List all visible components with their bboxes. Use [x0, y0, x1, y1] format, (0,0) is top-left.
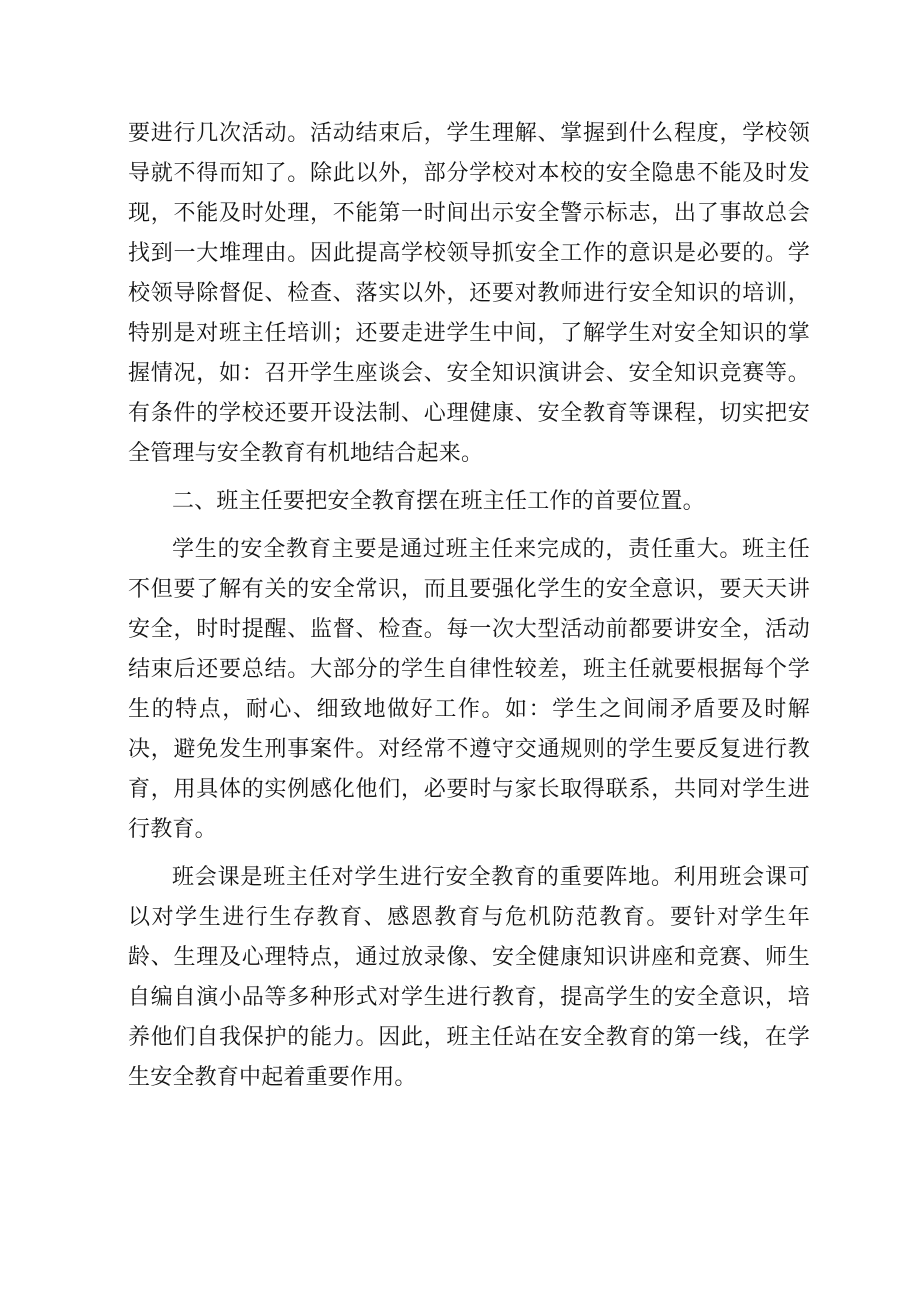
paragraph-class-meeting: 班会课是班主任对学生进行安全教育的重要阵地。利用班会课可以对学生进行生存教育、感恩教育与危机防范教育。要针对学生年龄、生理及心理特点，通过放录像、安全健康知识讲座和竞赛、师生自编自演小品等多种形式对学生进行教育，提高学生的安全意识，培养他们自我保护的能力。因此，班主任站在安全教育的第一线，在学生安全教育中起着重要作用。	[128, 865, 810, 1090]
paragraph-class-teacher-duty: 学生的安全教育主要是通过班主任来完成的，责任重大。班主任不但要了解有关的安全常识，而且要强化学生的安全意识，要天天讲安全，时时提醒、监督、检查。每一次大型活动前都要讲安全，活动结束后还要总结。大部分的学生自律性较差，班主任就要根据每个学生的特点，耐心、细致地做好工作。如：学生之间闹矛盾要及时解决，避免发生刑事案件。对经常不遵守交通规则的学生要反复进行教育，用具体的实例感化他们，必要时与家长取得联系，共同对学生进行教育。	[128, 537, 810, 842]
paragraph-continuation: 要进行几次活动。活动结束后，学生理解、掌握到什么程度，学校领导就不得而知了。除此以外，部分学校对本校的安全隐患不能及时发现，不能及时处理，不能第一时间出示安全警示标志，出了事故总会找到一大堆理由。因此提高学校领导抓安全工作的意识是必要的。学校领导除督促、检查、落实以外，还要对教师进行安全知识的培训，特别是对班主任培训；还要走进学生中间，了解学生对安全知识的掌握情况，如：召开学生座谈会、安全知识演讲会、安全知识竞赛等。有条件的学校还要开设法制、心理健康、安全教育等课程，切实把安全管理与安全教育有机地结合起来。	[128, 121, 810, 466]
section-heading: 二、班主任要把安全教育摆在班主任工作的首要位置。	[172, 489, 705, 514]
document-body	[128, 114, 810, 1098]
